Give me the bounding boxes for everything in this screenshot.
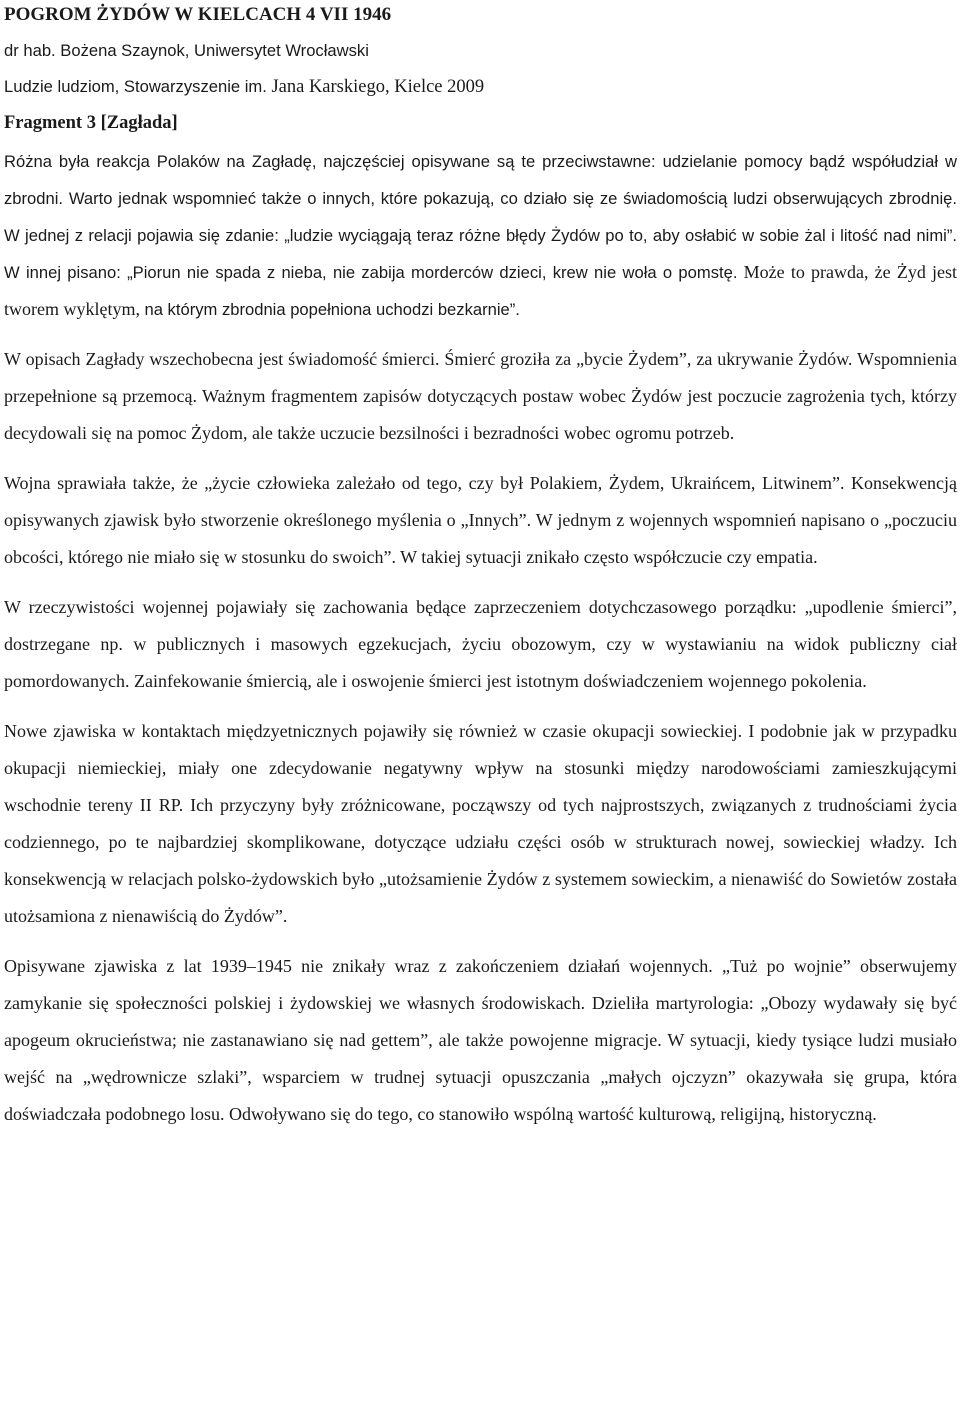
p1-part-g: na którym zbrodnia popełniona uchodzi bezkarnie”. [144,300,520,319]
paragraph-6: Opisywane zjawiska z lat 1939–1945 nie znikały wraz z zakończeniem działań wojennych. „Tuż po wojnie” obserwujemy zamykanie się społeczności polskiej i żydowskiej we własnych środowiskach. Dzieliła martyrologia: „Obozy wydawały się być apogeum okrucieństwa; nie zastanawiano się nad gettem”, ale także powojenne migracje. W sytuacji, kiedy tysiące ludzi musiało wejść na „wędrownicze szlaki”, wsparciem w trudnej sytuacji opuszczania „małych ojczyzn” okazywała się grupa, która doświadczała podobnego losu. Odwoływano się do tego, co stanowiło wspólną wartość kulturową, religijną, historyczną. [4,956,957,1124]
source-line [4,74,957,100]
source-line-part-a: Ludzie ludziom, Stowarzyszenie im. [4,77,272,96]
source-line-part-b: Jana Karskiego, Kielce 2009 [271,77,485,97]
document-title: POGROM ŻYDÓW W KIELCACH 4 VII 1946 [4,4,392,25]
author-line: dr hab. Bożena Szaynok, Uniwersytet Wrocławski [4,41,369,60]
paragraph-2 [4,341,957,452]
paragraph-3: Wojna sprawiała także, że „życie człowieka zależało od tego, czy był Polakiem, Żydem, Ukraińcem, Litwinem”. Konsekwencją opisywanych zjawisk było stworzenie określonego myślenia o „Innych”. W jednym z wojennych wspomnień napisano o „poczuciu obcości, którego nie miało się w stosunku do swoich”. W takiej sytuacji znikało często współczucie czy empatia. [4,473,957,567]
p1-part-c: „ludzie wyciągają teraz różne błędy Żydów po to, aby osłabić w sobie żal i litość nad nimi”. [284,226,957,245]
document-page [4,2,957,1146]
paragraph-5: Nowe zjawiska w kontaktach międzyetnicznych pojawiły się również w czasie okupacji sowieckiej. I podobnie jak w przypadku okupacji niemieckiej, miały one zdecydowanie negatywny wpływ na stosunki między narodowościami zamieszkującymi wschodnie tereny II RP. Ich przyczyny były zróżnicowane, począwszy od tych najprostszych, związanych z trudnościami życia codziennego, po te najbardziej skomplikowane, dotyczące udziału części osób w strukturach nowej, sowieckiej władzy. Ich konsekwencją w relacjach polsko-żydowskich było „utożsamienie Żydów z systemem sowieckim, a nienawiść do Sowietów została utożsamiona z nienawiścią do Żydów”. [4,721,957,926]
p2-part-a: W opisach Zagłady wszechobecna jest świadomość śmierci. Śmierć groziła za „bycie Żydem”, za ukrywanie Żydów. Wspomnienia przepełnione są przemocą. [4,349,957,406]
p1-part-d: W innej pisano: [4,263,128,282]
paragraph-1 [4,143,957,328]
p1-part-f: Może to prawda, że Żyd jest tworem wyklętym, [4,262,957,319]
p1-part-e: „Piorun nie spada z nieba, nie zabija morderców dzieci, krew nie woła o pomstę. [127,263,738,282]
fragment-heading: Fragment 3 [Zagłada] [4,113,178,133]
p1-part-a: Różna była reakcja Polaków na Zagładę, najczęściej opisywane są te przeciwstawne: udzielanie pomocy bądź współudział w zbrodni. Warto jednak wspomnieć także o innych, które pokazują, co działo się ze świadomością ludzi obserwujących zbrodnię. [4,152,957,208]
p2-part-b: Ważnym fragmentem zapisów dotyczących postaw wobec Żydów jest poczucie zagrożenia tych, którzy decydowali się na pomoc Żydom, ale także uczucie bezsilności i bezradności wobec ogromu potrzeb. [4,386,957,443]
p1-part-b: W jednej z relacji pojawia się zdanie: [4,226,285,245]
paragraph-4: W rzeczywistości wojennej pojawiały się zachowania będące zaprzeczeniem dotychczasowego porządku: „upodlenie śmierci”, dostrzegane np. w publicznych i masowych egzekucjach, życiu obozowym, czy w wystawianiu na widok publiczny ciał pomordowanych. Zainfekowanie śmiercią, ale i oswojenie śmierci jest istotnym doświadczeniem wojennego pokolenia. [4,597,957,691]
